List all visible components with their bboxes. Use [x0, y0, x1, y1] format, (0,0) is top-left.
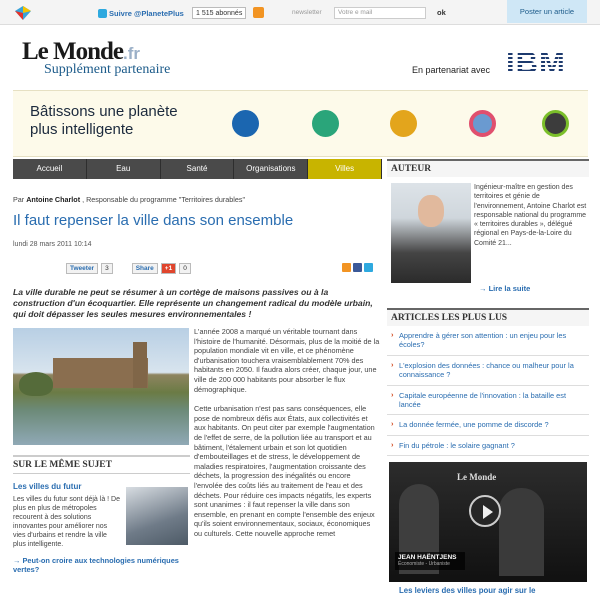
- nav-accueil[interactable]: Accueil: [13, 159, 87, 179]
- play-icon[interactable]: [469, 495, 501, 527]
- most-read-item[interactable]: › L'explosion des données : chance ou malheur pour la connaissance ?: [387, 356, 589, 386]
- article-lead: La ville durable ne peut se résumer à un cortège de maisons passives ou à la construction d'un écoquartier. Elle représente un changement radical du modèle urbain, qui doit dépasser les seules mesures environnementales !: [13, 287, 373, 319]
- article-title: Il faut repenser la ville dans son ensemble: [13, 212, 294, 229]
- byline-prefix: Par: [13, 195, 27, 204]
- planete-logo-icon[interactable]: [15, 6, 31, 20]
- twitter-icon[interactable]: [364, 263, 373, 272]
- read-more-link[interactable]: → Lire la suite: [479, 284, 531, 293]
- video-title-link[interactable]: Les leviers des villes pour agir sur le: [399, 586, 536, 595]
- le-monde-logo[interactable]: [22, 38, 170, 78]
- related-box: [13, 455, 190, 574]
- related-title[interactable]: Les villes du futur: [13, 482, 82, 491]
- google-plus-button[interactable]: +1: [161, 263, 176, 274]
- google-plus-count: 0: [179, 263, 191, 274]
- video-player[interactable]: [389, 462, 587, 582]
- article-photo: [13, 328, 189, 445]
- nav-sante[interactable]: Santé: [161, 159, 235, 179]
- article-body: [194, 327, 380, 548]
- smarter-planet-banner[interactable]: [13, 90, 588, 157]
- nav-eau[interactable]: Eau: [87, 159, 161, 179]
- twitter-follow-label: Suivre @PlanetePlus: [109, 8, 184, 18]
- article-paragraph: Cette urbanisation n'est pas sans conséquences, elle pose de nombreux défis aux États, aux collectivités et aux habitants. On peut citer par exemple l'augmentation de l'effet de serre, de la pollution liée au transport et au bâtiment, l'étalement urbain et son lot quotidien d'embouteillages et de stress, le développement de maladies respiratoires, l'augmentation croissante des déchets, la progression des inégalités ou encore l'envolée des coûts liés au traitement de l'eau et des déchets. Pour réduire ces impacts négatifs, les experts sont unanimes : il faut repenser la ville dans son ensemble, en prenant en compte l'ensemble des enjeux qu'ils soient environnementaux, sociaux, économiques ou culturels. Cette nouvelle approche remet: [194, 404, 375, 538]
- related-link[interactable]: → Peut-on croire aux technologies numériques vertes?: [13, 556, 179, 574]
- twitter-follower-count: 1 515 abonnés: [192, 7, 246, 19]
- author-heading: AUTEUR: [387, 159, 589, 177]
- facebook-icon[interactable]: [353, 263, 362, 272]
- newsletter-email-input[interactable]: Votre e mail: [334, 7, 426, 19]
- rss-icon[interactable]: [253, 7, 264, 18]
- twitter-icon: [98, 9, 107, 18]
- banner-headline: [30, 103, 178, 139]
- partner-text: En partenariat avec: [412, 65, 491, 75]
- top-bar: [0, 0, 600, 25]
- article-byline: [13, 195, 382, 204]
- most-read-item[interactable]: › Fin du pétrole : le solaire gagnant ?: [387, 436, 589, 456]
- most-read-item[interactable]: › La donnée fermée, une pomme de discorde ?: [387, 415, 589, 435]
- article-paragraph: L'année 2008 a marqué un véritable tournant dans l'histoire de l'humanité. Désormais, plus de la moitié de la population mondiale vit en ville, et ce phénomène d'urbanisation touchera vraisemblablement 70% des habitants en 2050. Il faudra alors créer, chaque jour, une ville de 200 000 habitants pour absorber le flux démographique.: [194, 327, 380, 394]
- globe-icon: [303, 101, 347, 145]
- banner-line-2: plus intelligente: [30, 121, 134, 138]
- related-image[interactable]: [126, 487, 188, 545]
- post-article-button[interactable]: Poster un article: [507, 0, 587, 23]
- author-bio: Ingénieur-maître en gestion des territoires et génie de l'environnement, Antoine Charlot est responsable national du programme « territoires durables », délégué régional en Pays-de-la-Loire du Comité 21...: [474, 184, 587, 247]
- globe-icon: [533, 101, 577, 145]
- tweet-button[interactable]: Tweeter: [66, 263, 98, 274]
- logo-suffix: .fr: [123, 44, 141, 63]
- author-box: [387, 159, 589, 293]
- video-watermark: Le Monde: [457, 472, 497, 482]
- linkedin-share-button[interactable]: Share: [132, 263, 158, 274]
- share-bar: [66, 263, 191, 274]
- video-caption: [395, 552, 465, 570]
- globe-icon: [223, 101, 267, 145]
- partner-block: [412, 45, 582, 80]
- video-caption-name: JEAN HAËNTJENS: [398, 554, 457, 561]
- most-read-item[interactable]: › Capitale européenne de l'innovation : la bataille est lancée: [387, 386, 589, 416]
- most-read-item[interactable]: › Apprendre à gérer son attention : un enjeu pour les écoles?: [387, 326, 589, 356]
- newsletter-label: newsletter: [292, 9, 322, 16]
- related-text: Les villes du futur sont déjà là ! De plus en plus de métropoles recourent à des solutions innovantes pour améliorer nos vies d'urbains et rendre la ville plus intelligente.: [13, 496, 121, 548]
- author-photo: [391, 183, 471, 283]
- most-read-box: [387, 308, 589, 456]
- ibm-logo[interactable]: IBM: [506, 45, 566, 80]
- author-name[interactable]: Antoine Charlot: [26, 195, 81, 204]
- article-tools: [342, 263, 373, 272]
- twitter-follow-button[interactable]: [98, 7, 184, 19]
- nav-organisations[interactable]: Organisations: [234, 159, 308, 179]
- globe-icon: [460, 101, 504, 145]
- supplement-subtitle: Supplément partenaire: [44, 62, 171, 77]
- logo-text: Le Monde: [22, 38, 124, 65]
- most-read-heading: ARTICLES LES PLUS LUS: [387, 308, 589, 326]
- banner-line-1: Bâtissons une planète: [30, 103, 178, 120]
- video-caption-role: Économiste - Urbaniste: [398, 561, 450, 567]
- article-date: lundi 28 mars 2011 10:14: [13, 241, 92, 248]
- section-nav: [13, 159, 382, 179]
- author-role: , Responsable du programme "Territoires durables": [80, 195, 245, 204]
- newsletter-ok-button[interactable]: ok: [437, 8, 446, 17]
- globe-icon: [381, 101, 425, 145]
- tweet-count: 3: [101, 263, 113, 274]
- related-heading: SUR LE MÊME SUJET: [13, 457, 190, 474]
- rss-icon[interactable]: [342, 263, 351, 272]
- nav-villes[interactable]: Villes: [308, 159, 382, 179]
